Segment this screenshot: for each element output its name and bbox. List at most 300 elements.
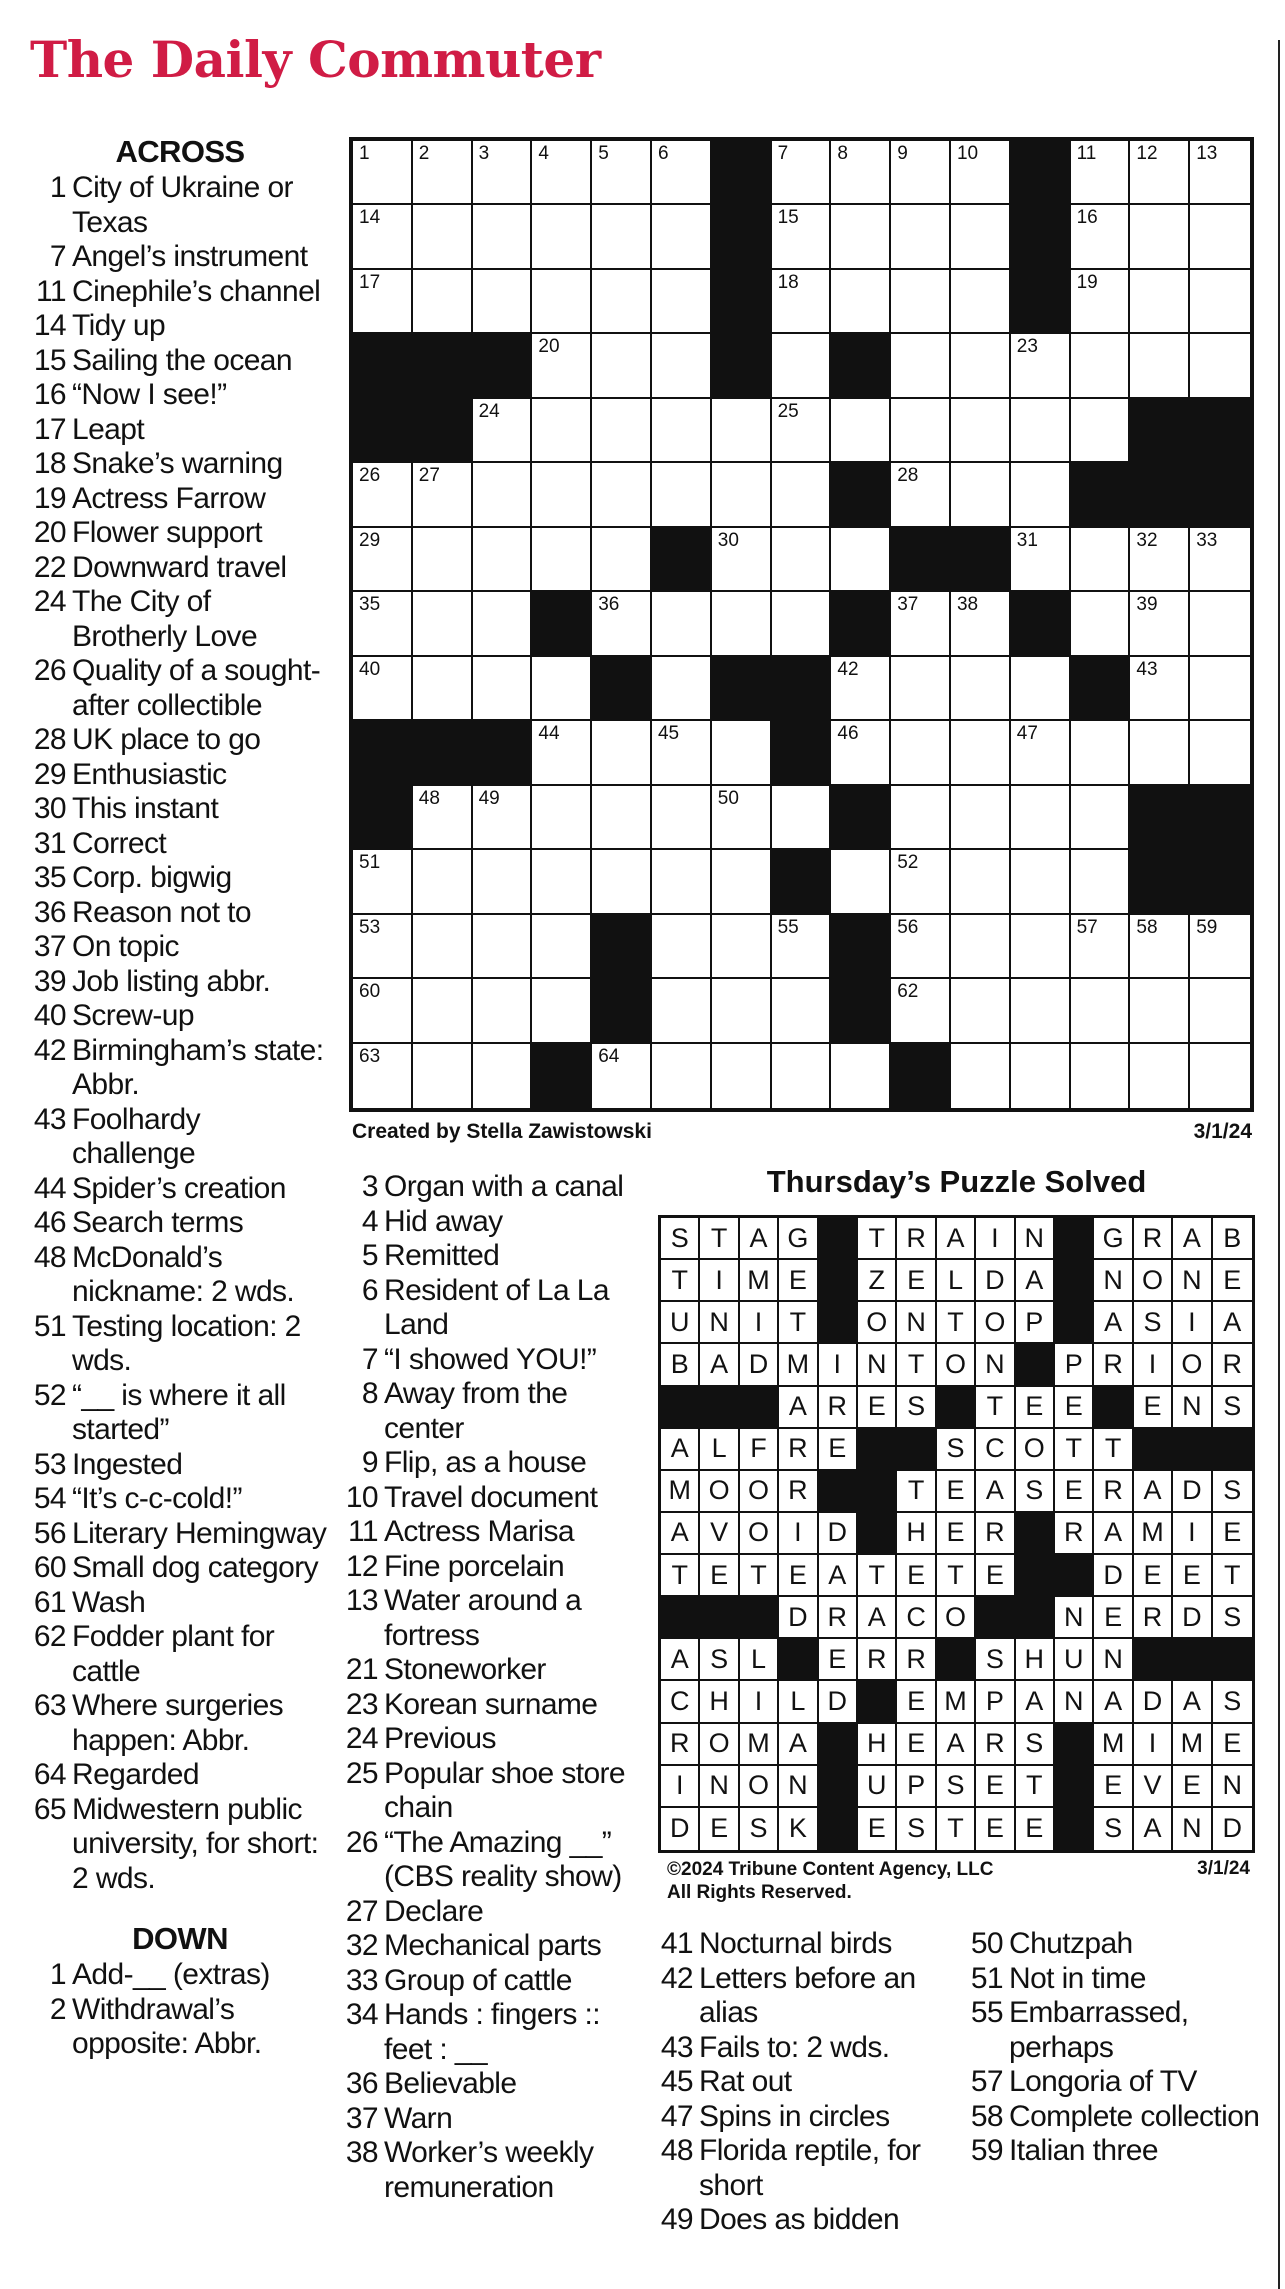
- grid-cell[interactable]: [652, 915, 712, 979]
- grid-cell[interactable]: [1011, 786, 1071, 850]
- black-square: [413, 399, 473, 463]
- clue-number: 25: [345, 1756, 378, 1790]
- grid-cell[interactable]: [1190, 979, 1250, 1043]
- grid-cell[interactable]: [831, 528, 891, 592]
- grid-cell[interactable]: [413, 463, 473, 527]
- grid-cell[interactable]: [1130, 334, 1190, 398]
- credit: Created by Stella Zawistowski: [352, 1120, 652, 1143]
- grid-cell[interactable]: [473, 205, 533, 269]
- grid-cell[interactable]: [652, 399, 712, 463]
- grid-cell[interactable]: [712, 786, 772, 850]
- solution-letter: A: [858, 1597, 897, 1639]
- cell-number: 32: [1136, 529, 1158, 551]
- grid-cell[interactable]: [652, 721, 712, 785]
- grid-cell[interactable]: [353, 270, 413, 334]
- grid-cell[interactable]: [473, 141, 533, 205]
- grid-cell[interactable]: [652, 270, 712, 334]
- grid-cell[interactable]: [1190, 528, 1250, 592]
- clue-number: 28: [33, 723, 66, 756]
- clue-item: [965, 1996, 1265, 2065]
- grid-cell[interactable]: [473, 528, 533, 592]
- grid-cell[interactable]: [772, 270, 832, 334]
- solution-letter: I: [1134, 1344, 1173, 1386]
- grid-cell[interactable]: [772, 141, 832, 205]
- solution-letter: M: [1173, 1724, 1212, 1766]
- grid-cell[interactable]: [951, 657, 1011, 721]
- grid-cell[interactable]: [413, 786, 473, 850]
- cell-number: 62: [897, 981, 919, 1003]
- grid-cell[interactable]: [1011, 463, 1071, 527]
- cell-number: 52: [897, 852, 919, 874]
- grid-cell[interactable]: [413, 141, 473, 205]
- grid-cell[interactable]: [1190, 334, 1250, 398]
- grid-cell[interactable]: [772, 463, 832, 527]
- clue-number: 39: [33, 964, 66, 998]
- grid-cell[interactable]: [413, 528, 473, 592]
- grid-cell[interactable]: [532, 850, 592, 914]
- grid-cell[interactable]: [951, 592, 1011, 656]
- grid-cell[interactable]: [951, 334, 1011, 398]
- grid-cell[interactable]: [592, 592, 652, 656]
- grid-cell[interactable]: [951, 786, 1011, 850]
- grid-cell[interactable]: [1190, 721, 1250, 785]
- column-divider: [1278, 40, 1280, 2289]
- clue-number: 38: [345, 2136, 378, 2169]
- grid-cell[interactable]: [592, 205, 652, 269]
- grid-cell[interactable]: [532, 657, 592, 721]
- clue-text: Warn: [384, 2101, 453, 2135]
- grid-cell[interactable]: [473, 979, 533, 1043]
- grid-cell[interactable]: [1071, 270, 1131, 334]
- grid-cell[interactable]: [951, 979, 1011, 1043]
- grid-cell[interactable]: [1011, 334, 1071, 398]
- solution-letter: N: [897, 1302, 936, 1344]
- grid-cell[interactable]: [712, 721, 772, 785]
- grid-cell[interactable]: [592, 334, 652, 398]
- grid-cell[interactable]: [831, 657, 891, 721]
- grid-cell[interactable]: [1130, 657, 1190, 721]
- grid-cell[interactable]: [1071, 528, 1131, 592]
- grid-cell[interactable]: [1190, 915, 1250, 979]
- solution-letter: S: [700, 1639, 739, 1681]
- solution-black-square: [897, 1429, 936, 1471]
- grid-cell[interactable]: [532, 205, 592, 269]
- grid-cell[interactable]: [592, 399, 652, 463]
- grid-cell[interactable]: [652, 657, 712, 721]
- cell-number: 50: [717, 787, 739, 809]
- clue-item: [340, 1688, 640, 1723]
- grid-cell[interactable]: [951, 721, 1011, 785]
- solution-letter: R: [1134, 1597, 1173, 1639]
- clue-item: [30, 482, 330, 517]
- solution-letter: N: [858, 1344, 897, 1386]
- clue-text: Group of cattle: [384, 1963, 572, 1997]
- grid-cell[interactable]: [1130, 141, 1190, 205]
- grid-cell[interactable]: [831, 205, 891, 269]
- grid-cell[interactable]: [473, 592, 533, 656]
- grid-cell[interactable]: [951, 205, 1011, 269]
- grid-cell[interactable]: [1011, 657, 1071, 721]
- grid-cell[interactable]: [1130, 721, 1190, 785]
- grid-cell[interactable]: [353, 141, 413, 205]
- solution-letter: E: [937, 1471, 976, 1513]
- grid-cell[interactable]: [532, 915, 592, 979]
- grid-cell[interactable]: [951, 399, 1011, 463]
- solution-black-square: [1016, 1344, 1055, 1386]
- solution-letter: R: [661, 1724, 700, 1766]
- grid-cell[interactable]: [592, 141, 652, 205]
- clue-number: 34: [345, 1998, 378, 2031]
- grid-cell[interactable]: [891, 915, 951, 979]
- grid-cell[interactable]: [413, 657, 473, 721]
- grid-cell[interactable]: [831, 721, 891, 785]
- grid-cell[interactable]: [951, 915, 1011, 979]
- grid-cell[interactable]: [712, 528, 772, 592]
- grid-cell[interactable]: [1011, 915, 1071, 979]
- solution-black-square: [661, 1597, 700, 1639]
- clue-number: 11: [36, 274, 66, 308]
- clue-number: 27: [345, 1894, 378, 1928]
- grid-cell[interactable]: [831, 1044, 891, 1108]
- grid-cell[interactable]: [1011, 850, 1071, 914]
- grid-cell[interactable]: [652, 463, 712, 527]
- grid-cell[interactable]: [1071, 915, 1131, 979]
- grid-cell[interactable]: [353, 657, 413, 721]
- clue-text: Actress Marisa: [384, 1515, 574, 1548]
- grid-cell[interactable]: [891, 399, 951, 463]
- grid-cell[interactable]: [772, 979, 832, 1043]
- grid-cell[interactable]: [1190, 270, 1250, 334]
- grid-cell[interactable]: [1190, 1044, 1250, 1108]
- grid-cell[interactable]: [532, 786, 592, 850]
- clue-number: 1: [49, 171, 66, 204]
- grid-cell[interactable]: [891, 592, 951, 656]
- solution-letter: E: [1094, 1766, 1133, 1808]
- grid-cell[interactable]: [413, 270, 473, 334]
- solution-letter: E: [976, 1555, 1015, 1597]
- clue-number: 14: [33, 309, 66, 342]
- grid-cell[interactable]: [652, 1044, 712, 1108]
- clue-number: 43: [33, 1102, 66, 1136]
- grid-cell[interactable]: [772, 786, 832, 850]
- grid-cell[interactable]: [473, 657, 533, 721]
- grid-cell[interactable]: [712, 979, 772, 1043]
- grid-cell[interactable]: [891, 721, 951, 785]
- grid-cell[interactable]: [891, 141, 951, 205]
- grid-cell[interactable]: [1071, 1044, 1131, 1108]
- grid-cell[interactable]: [951, 850, 1011, 914]
- solution-black-square: [740, 1597, 779, 1639]
- grid-cell[interactable]: [712, 463, 772, 527]
- clue-text: Organ with a canal: [384, 1170, 624, 1203]
- clue-text: Angel’s instrument: [72, 240, 308, 273]
- solution-letter: S: [1213, 1681, 1252, 1723]
- clue-text: Fails to: 2 wds.: [699, 2030, 890, 2064]
- grid-cell[interactable]: [891, 657, 951, 721]
- grid-cell[interactable]: [951, 1044, 1011, 1108]
- solution-letter: T: [937, 1808, 976, 1850]
- solution-letter: A: [937, 1218, 976, 1260]
- grid-cell[interactable]: [413, 915, 473, 979]
- grid-cell[interactable]: [772, 399, 832, 463]
- grid-cell[interactable]: [532, 721, 592, 785]
- grid-cell[interactable]: [532, 270, 592, 334]
- clue-text: Hands : fingers :: feet : __: [384, 1998, 600, 2066]
- grid-cell[interactable]: [413, 592, 473, 656]
- grid-cell[interactable]: [831, 850, 891, 914]
- grid-cell[interactable]: [473, 786, 533, 850]
- grid-cell[interactable]: [652, 979, 712, 1043]
- clue-item: [340, 1446, 640, 1481]
- grid-cell[interactable]: [891, 205, 951, 269]
- black-square: [652, 528, 712, 592]
- solution-letter: R: [1094, 1344, 1133, 1386]
- grid-cell[interactable]: [353, 528, 413, 592]
- grid-cell[interactable]: [772, 915, 832, 979]
- grid-cell[interactable]: [413, 205, 473, 269]
- grid-cell[interactable]: [652, 205, 712, 269]
- solution-letter: H: [858, 1724, 897, 1766]
- grid-cell[interactable]: [1130, 1044, 1190, 1108]
- solution-letter: I: [740, 1302, 779, 1344]
- solution-letter: L: [700, 1429, 739, 1471]
- page-title: The Daily Commuter: [30, 30, 601, 89]
- solution-letter: N: [1213, 1766, 1252, 1808]
- grid-cell[interactable]: [1190, 657, 1250, 721]
- clue-item: [655, 1927, 955, 1962]
- grid-cell[interactable]: [712, 1044, 772, 1108]
- grid-cell[interactable]: [652, 592, 712, 656]
- solution-letter: N: [700, 1766, 739, 1808]
- grid-cell[interactable]: [532, 399, 592, 463]
- grid-cell[interactable]: [473, 850, 533, 914]
- clue-text: Italian three: [1009, 2134, 1158, 2167]
- grid-cell[interactable]: [951, 270, 1011, 334]
- grid-cell[interactable]: [353, 463, 413, 527]
- clue-text: “It’s c-c-cold!”: [72, 1482, 242, 1515]
- clue-text: “__ is where it all started”: [72, 1378, 286, 1446]
- solution-black-square: [1016, 1597, 1055, 1639]
- clue-item: [340, 1826, 640, 1895]
- grid-cell[interactable]: [592, 270, 652, 334]
- clue-text: Regarded: [72, 1758, 199, 1791]
- grid-cell[interactable]: [712, 915, 772, 979]
- grid-cell[interactable]: [473, 270, 533, 334]
- grid-cell[interactable]: [1071, 786, 1131, 850]
- solution-letter: A: [779, 1724, 818, 1766]
- grid-cell[interactable]: [353, 979, 413, 1043]
- grid-cell[interactable]: [1011, 979, 1071, 1043]
- grid-cell[interactable]: [1011, 721, 1071, 785]
- solution-letter: A: [1173, 1218, 1212, 1260]
- clue-item: [30, 1793, 330, 1897]
- cell-number: 25: [777, 400, 799, 422]
- grid-cell[interactable]: [353, 1044, 413, 1108]
- cell-number: 7: [777, 143, 789, 164]
- grid-cell[interactable]: [1071, 721, 1131, 785]
- grid-cell[interactable]: [652, 334, 712, 398]
- grid-cell[interactable]: [772, 205, 832, 269]
- grid-cell[interactable]: [413, 979, 473, 1043]
- black-square: [831, 334, 891, 398]
- grid-cell[interactable]: [951, 463, 1011, 527]
- grid-cell[interactable]: [891, 786, 951, 850]
- grid-cell[interactable]: [1071, 334, 1131, 398]
- clue-item: [655, 2065, 955, 2100]
- grid-cell[interactable]: [1130, 270, 1190, 334]
- solution-letter: S: [1016, 1724, 1055, 1766]
- grid-cell[interactable]: [532, 463, 592, 527]
- clue-text: McDonald’s nickname: 2 wds.: [72, 1240, 295, 1308]
- solution-black-square: [858, 1471, 897, 1513]
- clue-item: [30, 1206, 330, 1241]
- solution-letter: R: [819, 1597, 858, 1639]
- grid-cell[interactable]: [772, 528, 832, 592]
- solution-letter: N: [1173, 1387, 1212, 1429]
- grid-cell[interactable]: [891, 979, 951, 1043]
- grid-cell[interactable]: [592, 850, 652, 914]
- across-heading: ACROSS: [115, 134, 245, 169]
- clue-text: Korean surname: [384, 1687, 598, 1721]
- grid-cell[interactable]: [772, 334, 832, 398]
- grid-cell[interactable]: [652, 850, 712, 914]
- grid-cell[interactable]: [592, 1044, 652, 1108]
- grid-cell[interactable]: [1071, 850, 1131, 914]
- grid-cell[interactable]: [772, 592, 832, 656]
- clue-item: [340, 1239, 640, 1274]
- solution-black-square: [779, 1639, 818, 1681]
- grid-cell[interactable]: [592, 463, 652, 527]
- solution-letter: D: [819, 1681, 858, 1723]
- clue-item: [340, 1722, 640, 1757]
- solution-letter: E: [779, 1555, 818, 1597]
- grid-cell[interactable]: [473, 915, 533, 979]
- solution-letter: O: [1016, 1429, 1055, 1471]
- grid-cell[interactable]: [1130, 915, 1190, 979]
- clue-text: Literary Hemingway: [72, 1516, 327, 1550]
- grid-cell[interactable]: [1130, 592, 1190, 656]
- grid-cell[interactable]: [1011, 528, 1071, 592]
- grid-cell[interactable]: [532, 334, 592, 398]
- solution-black-square: [700, 1387, 739, 1429]
- solution-letter: A: [1094, 1681, 1133, 1723]
- grid-cell[interactable]: [1071, 399, 1131, 463]
- solution-black-square: [1055, 1555, 1094, 1597]
- grid-cell[interactable]: [772, 1044, 832, 1108]
- grid-cell[interactable]: [1071, 141, 1131, 205]
- grid-cell[interactable]: [532, 979, 592, 1043]
- grid-cell[interactable]: [831, 141, 891, 205]
- grid-cell[interactable]: [712, 850, 772, 914]
- grid-cell[interactable]: [831, 270, 891, 334]
- grid-cell[interactable]: [1130, 528, 1190, 592]
- cell-number: 46: [837, 723, 859, 745]
- grid-cell[interactable]: [1011, 399, 1071, 463]
- grid-cell[interactable]: [1071, 592, 1131, 656]
- grid-cell[interactable]: [1130, 205, 1190, 269]
- clue-number: 17: [33, 412, 66, 446]
- grid-cell[interactable]: [353, 850, 413, 914]
- grid-cell[interactable]: [712, 399, 772, 463]
- solution-letter: L: [779, 1681, 818, 1723]
- clue-item: [30, 758, 330, 793]
- grid-cell[interactable]: [1190, 205, 1250, 269]
- grid-cell[interactable]: [712, 592, 772, 656]
- solution-letter: E: [819, 1639, 858, 1681]
- grid-cell[interactable]: [652, 786, 712, 850]
- solution-letter: U: [858, 1766, 897, 1808]
- black-square: [831, 915, 891, 979]
- grid-cell[interactable]: [353, 205, 413, 269]
- clue-number: 48: [660, 2134, 693, 2167]
- clue-number: 51: [970, 1961, 1003, 1995]
- grid-cell[interactable]: [413, 1044, 473, 1108]
- grid-cell[interactable]: [532, 528, 592, 592]
- grid-cell[interactable]: [891, 463, 951, 527]
- grid-cell[interactable]: [592, 528, 652, 592]
- grid-cell[interactable]: [891, 270, 951, 334]
- grid-cell[interactable]: [831, 399, 891, 463]
- cell-number: 36: [598, 594, 620, 616]
- solution-letter: D: [1134, 1681, 1173, 1723]
- solution-letter: O: [700, 1724, 739, 1766]
- grid-cell[interactable]: [1011, 1044, 1071, 1108]
- clue-number: 57: [970, 2065, 1003, 2098]
- clue-item: [340, 1515, 640, 1550]
- grid-cell[interactable]: [353, 915, 413, 979]
- clue-item: [655, 2031, 955, 2066]
- clue-text: Not in time: [1009, 1961, 1146, 1995]
- solution-letter: I: [661, 1766, 700, 1808]
- grid-cell[interactable]: [1071, 205, 1131, 269]
- cell-number: 18: [777, 271, 799, 293]
- clue-text: On topic: [72, 930, 179, 963]
- cell-number: 49: [478, 787, 500, 809]
- grid-cell[interactable]: [592, 721, 652, 785]
- solution-letter: S: [1016, 1471, 1055, 1513]
- grid-cell[interactable]: [1130, 979, 1190, 1043]
- grid-cell[interactable]: [413, 850, 473, 914]
- solution-letter: A: [976, 1471, 1015, 1513]
- grid-cell[interactable]: [473, 1044, 533, 1108]
- grid-cell[interactable]: [532, 141, 592, 205]
- black-square: [1190, 463, 1250, 527]
- grid-cell[interactable]: [652, 141, 712, 205]
- clue-item: [340, 1929, 640, 1964]
- grid-cell[interactable]: [473, 463, 533, 527]
- clue-number: 42: [660, 1961, 693, 1995]
- clue-item: [340, 1998, 640, 2067]
- grid-cell[interactable]: [951, 141, 1011, 205]
- black-square: [592, 657, 652, 721]
- grid-cell[interactable]: [592, 786, 652, 850]
- solution-letter: T: [1213, 1555, 1252, 1597]
- solution-black-square: [1055, 1766, 1094, 1808]
- clue-text: Remitted: [384, 1239, 500, 1272]
- grid-cell[interactable]: [891, 850, 951, 914]
- grid-cell[interactable]: [1071, 979, 1131, 1043]
- solution-letter: E: [858, 1808, 897, 1850]
- grid-cell[interactable]: [891, 334, 951, 398]
- clue-number: 3: [361, 1170, 378, 1203]
- solution-black-square: [1016, 1513, 1055, 1555]
- grid-cell[interactable]: [1190, 141, 1250, 205]
- grid-cell[interactable]: [353, 592, 413, 656]
- solution-letter: T: [661, 1260, 700, 1302]
- grid-cell[interactable]: [473, 399, 533, 463]
- grid-cell[interactable]: [1190, 592, 1250, 656]
- clue-text: Does as bidden: [699, 2203, 900, 2236]
